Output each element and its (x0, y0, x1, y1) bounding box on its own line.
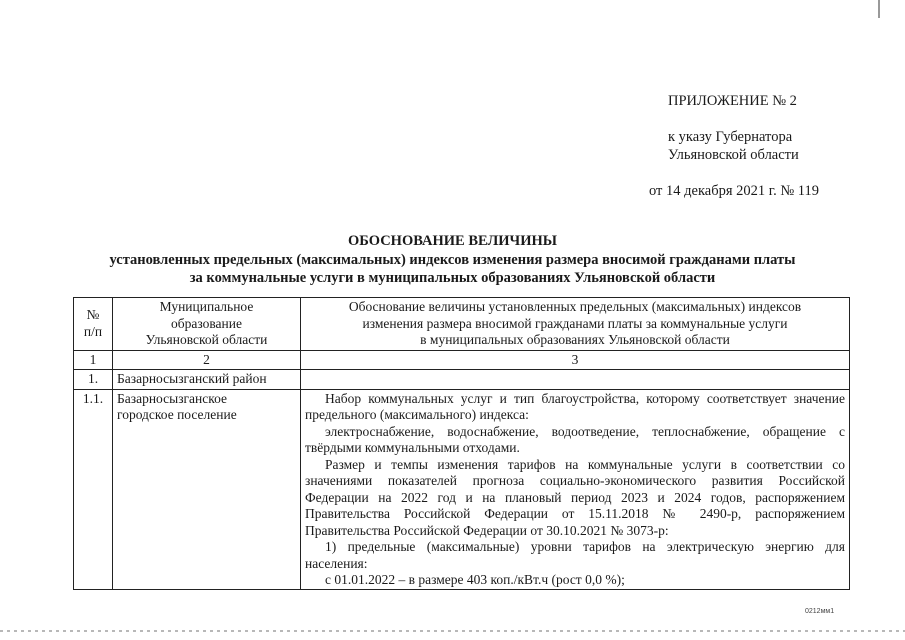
paragraph: Набор коммунальных услуг и тип благоустройства, которому соответствует значение предельного (максимального) индекса: (305, 390, 845, 422)
scan-corner-mark (878, 0, 880, 18)
region-name: Ульяновской области (668, 147, 799, 163)
header-num: № п/п (74, 298, 113, 351)
paragraph: 1) предельные (максимальные) уровни тарифов на электрическую энергию для населения: (305, 539, 845, 571)
col-number: 3 (301, 350, 850, 370)
appendix-label: ПРИЛОЖЕНИЕ № 2 (668, 93, 797, 109)
paragraph: электроснабжение, водоснабжение, водоотведение, теплоснабжение, обращение с твёрдыми коммунальными отходами. (305, 423, 845, 455)
paragraph: с 01.01.2022 – в размере 403 коп./кВт.ч (рост 0,0 %); (325, 572, 625, 587)
row-municipality: Базарносызганское городское поселение (113, 389, 301, 589)
document-subtitle-line1: установленных предельных (максимальных) индексов изменения размера вносимой гражданами платы (109, 252, 796, 268)
table-header-row (74, 298, 850, 351)
document-subtitle-line2: за коммунальные услуги в муниципальных образованиях Ульяновской области (189, 270, 716, 286)
col-number: 1 (74, 350, 113, 370)
row-num: 1.1. (74, 389, 113, 589)
header-justification: Обоснование величины установленных предельных (максимальных) индексов изменения размера вносимой гражданами платы за коммунальные услуги в муниципальных образованиях Ульяновской области (301, 298, 850, 351)
paragraph: Размер и темпы изменения тарифов на коммунальные услуги в соответствии со значениями показателей прогноза социально-экономического развития Российской Федерации на 2022 год и на плановый период 2023 и 2024 годов, распоряжением Правительства Российской Федерации от 15.11.2018 № 2490-р, распоряжением Правительства Российской Федерации от 30.10.2021 № 3073-р: (305, 456, 845, 538)
document-title: ОБОСНОВАНИЕ ВЕЛИЧИНЫ (347, 233, 557, 249)
scan-bottom-edge (0, 630, 905, 632)
header-municipality: Муниципальное образование Ульяновской области (113, 298, 301, 351)
row-justification (301, 389, 850, 589)
col-number: 2 (113, 350, 301, 370)
table-row-1-1 (74, 389, 850, 589)
district-name: Базарносызганский район (113, 370, 301, 390)
column-number-row (74, 350, 850, 370)
table-row-district (74, 370, 850, 390)
decree-reference: к указу Губернатора (668, 129, 793, 145)
district-num: 1. (74, 370, 113, 390)
footer-code: 0212мм1 (805, 608, 835, 615)
district-empty-cell (301, 370, 850, 390)
decree-date-number: от 14 декабря 2021 г. № 119 (649, 183, 819, 199)
justification-table (73, 297, 850, 590)
